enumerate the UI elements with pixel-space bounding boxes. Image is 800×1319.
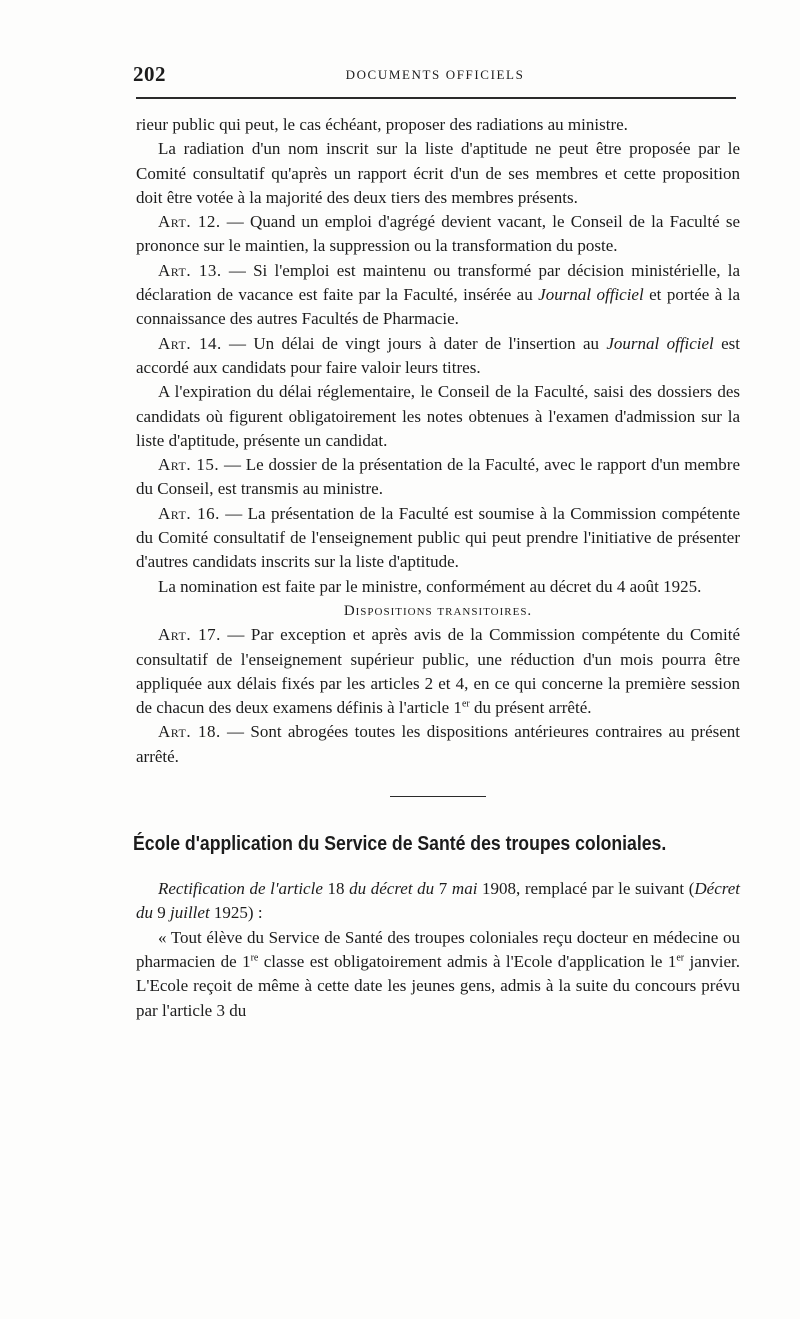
article-18: [136, 720, 740, 769]
italic-text: mai: [451, 879, 478, 899]
superscript: er: [676, 952, 685, 964]
article-text: — Quand un emploi d'agrégé devient vacant, le Conseil de la Faculté se prononce sur le maintien, la suppression ou la transformation du poste.: [136, 212, 740, 256]
article-label: Art. 17.: [158, 625, 221, 645]
journal-title: Journal officiel: [606, 333, 714, 353]
header-rule: [136, 97, 736, 99]
plain-text: 18: [322, 879, 350, 899]
quote-text: janvier. L'Ecole reçoit de même à cette date les jeunes gens, admis à la suite du concours prévu par l'article 3 du: [136, 951, 741, 1020]
article-label: Art. 15.: [158, 455, 220, 475]
paragraph-radiation: La radiation d'un nom inscrit sur la liste d'aptitude ne peut être proposée par le Comité consultatif qu'après un rapport écrit d'un de ses membres et cette proposition doit être votée à la majorité des deux tiers des membres présents.: [136, 139, 740, 207]
section-heading-transitoires: Dispositions transitoires.: [343, 602, 533, 619]
article-label: Art. 12.: [158, 212, 221, 232]
article-12: [136, 210, 740, 259]
superscript: re: [250, 952, 259, 964]
article-16: [136, 502, 740, 575]
article-text: — Le dossier de la présentation de la Faculté, avec le rapport d'un membre du Conseil, est transmis au ministre.: [136, 455, 740, 499]
article-text: et portée à la connaissance des autres Facultés de Pharmacie.: [136, 285, 741, 329]
plain-text: 9: [153, 903, 170, 923]
italic-text: juillet: [170, 903, 210, 923]
plain-text: 1925) :: [209, 903, 263, 923]
article-text: — Un délai de vingt jours à dater de l'insertion au: [221, 333, 607, 353]
plain-text: 7: [434, 879, 452, 899]
article-17: [136, 623, 740, 720]
article-label: Art. 14.: [158, 333, 222, 353]
italic-text: Rectification de l'article: [158, 879, 323, 899]
article-label: Art. 18.: [158, 722, 221, 742]
article-text: — La présentation de la Faculté est soumise à la Commission compétente du Comité consultatif de l'enseignement public qui peut prendre l'initiative de présenter d'autres candidats inscrits sur la liste d'aptitude.: [136, 503, 741, 572]
plain-text: 1908, remplacé par le suivant (: [477, 879, 695, 899]
document-body: [133, 113, 741, 1023]
paragraph-continuation: rieur public qui peut, le cas échéant, proposer des radiations au ministre.: [136, 115, 628, 134]
article-text: — Sont abrogées toutes les dispositions antérieures contraires au présent arrêté.: [136, 722, 741, 766]
article-text: — Si l'emploi est maintenu ou transformé par décision ministérielle, la déclaration de vacance est faite par la Faculté, insérée au: [136, 260, 741, 305]
quote-text: classe est obligatoirement admis à l'Ecole d'application le 1: [258, 951, 677, 971]
italic-text: du décret du: [349, 879, 435, 899]
running-head: DOCUMENTS OFFICIELS: [345, 67, 525, 82]
article-text: est accordé aux candidats pour faire valoir leurs titres.: [136, 333, 740, 377]
paragraph-expiration: A l'expiration du délai réglementaire, le Conseil de la Faculté, saisi des dossiers des candidats où figurent obligatoirement les notes obtenues à l'examen d'admission sur la liste d'aptitude, présente un candidat.: [136, 382, 740, 450]
article-text: — Par exception et après avis de la Commission compétente du Comité consultatif de l'enseignement supérieur public, une réduction d'un mois pourra être appliquée aux délais fixés par les articles 2 et 4, en ce qui concerne la première session de chacun des deux examens définis à l'article 1: [136, 625, 740, 718]
paragraph-nomination: La nomination est faite par le ministre, conformément au décret du 4 août 1925.: [158, 576, 702, 596]
italic-text: Décret du: [136, 879, 741, 923]
school-section-title: École d'application du Service de Santé des troupes coloniales.: [133, 832, 667, 856]
article-label: Art. 13.: [158, 260, 222, 280]
section-separator: [390, 796, 486, 797]
article-14: [136, 332, 740, 381]
page-number: 202: [133, 62, 166, 86]
journal-title: Journal officiel: [538, 285, 644, 305]
superscript: er: [461, 698, 470, 710]
article-text: du présent arrêté.: [469, 698, 592, 718]
page-header: [133, 62, 737, 90]
article-label: Art. 16.: [158, 503, 220, 523]
article-13: [136, 259, 740, 332]
quote-text: « Tout élève du Service de Santé des troupes coloniales reçu docteur en médecine ou pharmacien de 1: [136, 927, 740, 971]
rectification-paragraph: [136, 877, 740, 926]
quoted-article: [136, 926, 740, 1023]
article-15: [136, 453, 740, 502]
